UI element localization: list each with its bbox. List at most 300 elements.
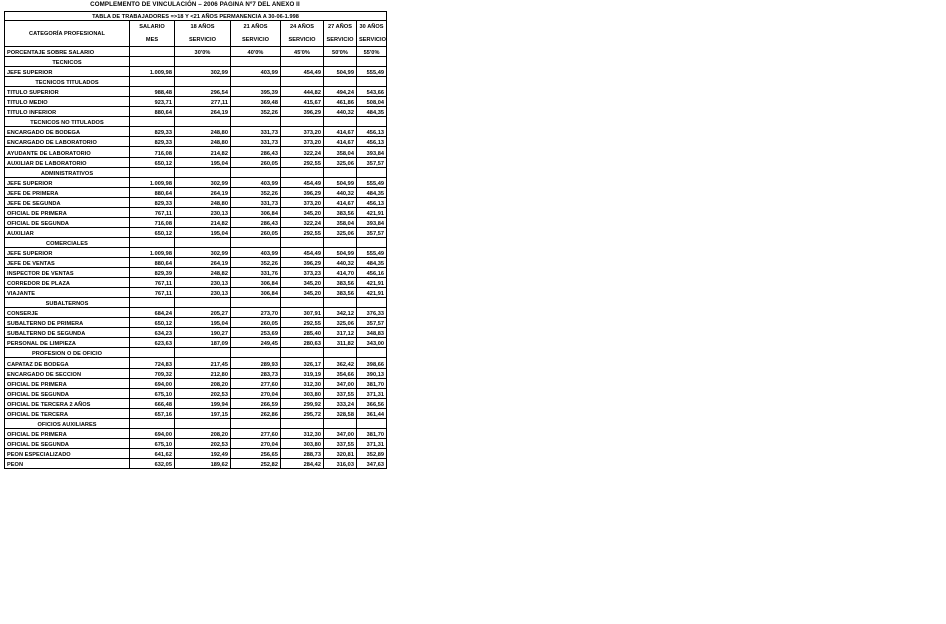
category-cell: SUBALTERNO DE SEGUNDA — [5, 328, 130, 338]
section-blank-cell — [357, 348, 387, 358]
table-row — [5, 378, 387, 388]
section-blank-cell — [281, 298, 324, 308]
section-blank-cell — [231, 167, 281, 177]
salary-cell: 634,23 — [130, 328, 175, 338]
header-col2-bottom: SERVICIO — [231, 34, 281, 47]
category-cell: AUXILIAR DE LABORATORIO — [5, 157, 130, 167]
section-blank-cell — [324, 418, 357, 428]
header-col2-top: 21 AÑOS — [231, 21, 281, 34]
service-value-cell: 230,13 — [175, 207, 231, 217]
service-value-cell: 333,24 — [324, 398, 357, 408]
percent-value: 50'0% — [324, 47, 357, 57]
section-blank-cell — [357, 77, 387, 87]
service-value-cell: 454,49 — [281, 67, 324, 77]
service-value-cell: 253,69 — [231, 328, 281, 338]
service-value-cell: 202,53 — [175, 438, 231, 448]
service-value-cell: 504,99 — [324, 177, 357, 187]
category-cell: AUXILIAR — [5, 227, 130, 237]
table-row — [5, 398, 387, 408]
salary-cell: 684,24 — [130, 308, 175, 318]
category-cell: TITULO SUPERIOR — [5, 87, 130, 97]
table-row — [5, 217, 387, 227]
service-value-cell: 352,26 — [231, 187, 281, 197]
service-value-cell: 354,66 — [324, 368, 357, 378]
service-value-cell: 347,63 — [357, 458, 387, 468]
service-value-cell: 414,70 — [324, 268, 357, 278]
salary-cell: 657,16 — [130, 408, 175, 418]
service-value-cell: 403,99 — [231, 67, 281, 77]
service-value-cell: 248,80 — [175, 197, 231, 207]
section-blank-cell — [130, 237, 175, 247]
service-value-cell: 373,20 — [281, 197, 324, 207]
service-value-cell: 266,59 — [231, 398, 281, 408]
section-blank-cell — [324, 348, 357, 358]
header-col4-top: 27 AÑOS — [324, 21, 357, 34]
service-value-cell: 316,03 — [324, 458, 357, 468]
table-row — [5, 257, 387, 267]
service-value-cell: 357,57 — [357, 227, 387, 237]
section-blank-cell — [281, 167, 324, 177]
service-value-cell: 195,04 — [175, 227, 231, 237]
service-value-cell: 454,49 — [281, 177, 324, 187]
table-row — [5, 67, 387, 77]
table-row — [5, 207, 387, 217]
section-blank-cell — [324, 298, 357, 308]
percent-value: 45'0% — [281, 47, 324, 57]
section-blank-cell — [175, 298, 231, 308]
category-cell: OFICIAL DE SEGUNDA — [5, 388, 130, 398]
service-value-cell: 264,19 — [175, 257, 231, 267]
service-value-cell: 195,04 — [175, 318, 231, 328]
section-heading: TECNICOS — [5, 57, 130, 67]
section-row — [5, 348, 387, 358]
salary-cell: 923,71 — [130, 97, 175, 107]
service-value-cell: 292,55 — [281, 318, 324, 328]
table-row — [5, 278, 387, 288]
service-value-cell: 273,70 — [231, 308, 281, 318]
service-value-cell: 303,80 — [281, 438, 324, 448]
service-value-cell: 189,62 — [175, 458, 231, 468]
service-value-cell: 454,49 — [281, 247, 324, 257]
service-value-cell: 199,94 — [175, 398, 231, 408]
service-value-cell: 383,56 — [324, 288, 357, 298]
service-value-cell: 325,06 — [324, 318, 357, 328]
service-value-cell: 381,70 — [357, 428, 387, 438]
section-row — [5, 298, 387, 308]
service-value-cell: 393,84 — [357, 217, 387, 227]
category-cell: CONSERJE — [5, 308, 130, 318]
table-row — [5, 157, 387, 167]
section-blank-cell — [281, 418, 324, 428]
section-blank-cell — [175, 117, 231, 127]
service-value-cell: 320,81 — [324, 448, 357, 458]
section-blank-cell — [324, 117, 357, 127]
table-row — [5, 338, 387, 348]
service-value-cell: 202,53 — [175, 388, 231, 398]
service-value-cell: 295,72 — [281, 408, 324, 418]
table-row — [5, 328, 387, 338]
service-value-cell: 277,60 — [231, 428, 281, 438]
section-heading: TECNICOS NO TITULADOS — [5, 117, 130, 127]
service-value-cell: 352,26 — [231, 107, 281, 117]
section-blank-cell — [231, 57, 281, 67]
header-col3-bottom: SERVICIO — [281, 34, 324, 47]
service-value-cell: 270,04 — [231, 388, 281, 398]
salary-cell: 829,33 — [130, 137, 175, 147]
table-row — [5, 97, 387, 107]
service-value-cell: 322,24 — [281, 217, 324, 227]
header-col1-top: 18 AÑOS — [175, 21, 231, 34]
service-value-cell: 337,55 — [324, 438, 357, 448]
service-value-cell: 456,13 — [357, 127, 387, 137]
service-value-cell: 249,45 — [231, 338, 281, 348]
header-row-top — [5, 21, 387, 34]
service-value-cell: 508,04 — [357, 97, 387, 107]
table-title: TABLA DE TRABAJADORES =>18 Y <21 AÑOS PERMANENCIA A 30-06-1.998 — [5, 12, 387, 21]
category-cell: JEFE DE PRIMERA — [5, 187, 130, 197]
table-row — [5, 247, 387, 257]
salary-cell: 1.009,98 — [130, 177, 175, 187]
service-value-cell: 192,49 — [175, 448, 231, 458]
service-value-cell: 415,67 — [281, 97, 324, 107]
table-row — [5, 107, 387, 117]
salary-cell: 880,64 — [130, 107, 175, 117]
salary-cell: 650,12 — [130, 157, 175, 167]
service-value-cell: 248,80 — [175, 137, 231, 147]
service-value-cell: 256,65 — [231, 448, 281, 458]
service-value-cell: 214,82 — [175, 147, 231, 157]
section-blank-cell — [231, 418, 281, 428]
service-value-cell: 555,49 — [357, 177, 387, 187]
service-value-cell: 288,73 — [281, 448, 324, 458]
percent-value: 30'0% — [175, 47, 231, 57]
category-cell: OFICIAL DE SEGUNDA — [5, 438, 130, 448]
service-value-cell: 343,00 — [357, 338, 387, 348]
service-value-cell: 414,67 — [324, 137, 357, 147]
service-value-cell: 345,20 — [281, 278, 324, 288]
table-row — [5, 137, 387, 147]
service-value-cell: 302,99 — [175, 67, 231, 77]
section-blank-cell — [231, 237, 281, 247]
service-value-cell: 421,91 — [357, 278, 387, 288]
salary-cell: 709,32 — [130, 368, 175, 378]
service-value-cell: 306,84 — [231, 207, 281, 217]
service-value-cell: 212,80 — [175, 368, 231, 378]
salary-cell: 694,00 — [130, 378, 175, 388]
service-value-cell: 414,67 — [324, 127, 357, 137]
service-value-cell: 456,13 — [357, 197, 387, 207]
service-value-cell: 543,66 — [357, 87, 387, 97]
section-blank-cell — [281, 57, 324, 67]
service-value-cell: 312,30 — [281, 428, 324, 438]
service-value-cell: 357,57 — [357, 157, 387, 167]
service-value-cell: 292,55 — [281, 227, 324, 237]
service-value-cell: 403,99 — [231, 247, 281, 257]
category-cell: OFICIAL DE PRIMERA — [5, 207, 130, 217]
section-heading: OFICIOS AUXILIARES — [5, 418, 130, 428]
salary-table — [4, 11, 387, 469]
table-row — [5, 308, 387, 318]
category-cell: ENCARGADO DE BODEGA — [5, 127, 130, 137]
section-blank-cell — [357, 57, 387, 67]
service-value-cell: 398,66 — [357, 358, 387, 368]
category-cell: PEON ESPECIALIZADO — [5, 448, 130, 458]
service-value-cell: 264,19 — [175, 187, 231, 197]
service-value-cell: 328,58 — [324, 408, 357, 418]
service-value-cell: 440,32 — [324, 257, 357, 267]
service-value-cell: 264,19 — [175, 107, 231, 117]
service-value-cell: 325,06 — [324, 227, 357, 237]
category-cell: CAPATAZ DE BODEGA — [5, 358, 130, 368]
service-value-cell: 366,56 — [357, 398, 387, 408]
service-value-cell: 461,86 — [324, 97, 357, 107]
service-value-cell: 383,56 — [324, 278, 357, 288]
section-heading: PROFESION O DE OFICIO — [5, 348, 130, 358]
service-value-cell: 260,05 — [231, 318, 281, 328]
service-value-cell: 345,20 — [281, 207, 324, 217]
section-heading: SUBALTERNOS — [5, 298, 130, 308]
salary-cell: 767,11 — [130, 278, 175, 288]
service-value-cell: 270,04 — [231, 438, 281, 448]
table-row — [5, 408, 387, 418]
section-row — [5, 418, 387, 428]
section-blank-cell — [324, 237, 357, 247]
service-value-cell: 284,42 — [281, 458, 324, 468]
section-blank-cell — [324, 77, 357, 87]
category-cell: OFICIAL DE TERCERA — [5, 408, 130, 418]
service-value-cell: 456,13 — [357, 137, 387, 147]
service-value-cell: 403,99 — [231, 177, 281, 187]
service-value-cell: 440,32 — [324, 107, 357, 117]
service-value-cell: 306,84 — [231, 278, 281, 288]
category-cell: JEFE SUPERIOR — [5, 67, 130, 77]
section-row — [5, 237, 387, 247]
service-value-cell: 373,20 — [281, 137, 324, 147]
section-blank-cell — [175, 77, 231, 87]
table-row — [5, 458, 387, 468]
service-value-cell: 296,54 — [175, 87, 231, 97]
service-value-cell: 197,15 — [175, 408, 231, 418]
salary-cell: 880,64 — [130, 187, 175, 197]
service-value-cell: 289,93 — [231, 358, 281, 368]
section-row — [5, 117, 387, 127]
table-row — [5, 318, 387, 328]
service-value-cell: 331,76 — [231, 268, 281, 278]
category-cell: OFICIAL DE TERCERA 2 AÑOS — [5, 398, 130, 408]
category-cell: AYUDANTE DE LABORATORIO — [5, 147, 130, 157]
service-value-cell: 484,35 — [357, 257, 387, 267]
service-value-cell: 230,13 — [175, 278, 231, 288]
service-value-cell: 286,43 — [231, 217, 281, 227]
service-value-cell: 331,73 — [231, 127, 281, 137]
table-row — [5, 177, 387, 187]
section-blank-cell — [281, 348, 324, 358]
table-row — [5, 187, 387, 197]
section-blank-cell — [231, 298, 281, 308]
section-blank-cell — [281, 237, 324, 247]
section-heading: TECNICOS TITULADOS — [5, 77, 130, 87]
section-blank-cell — [130, 167, 175, 177]
section-blank-cell — [130, 298, 175, 308]
service-value-cell: 195,04 — [175, 157, 231, 167]
section-blank-cell — [357, 418, 387, 428]
service-value-cell: 555,49 — [357, 247, 387, 257]
section-blank-cell — [130, 117, 175, 127]
service-value-cell: 325,06 — [324, 157, 357, 167]
salary-cell: 650,12 — [130, 318, 175, 328]
service-value-cell: 376,33 — [357, 308, 387, 318]
section-blank-cell — [324, 167, 357, 177]
salary-cell: 1.009,98 — [130, 67, 175, 77]
service-value-cell: 230,13 — [175, 288, 231, 298]
salary-cell: 641,62 — [130, 448, 175, 458]
salary-cell: 716,08 — [130, 217, 175, 227]
category-cell: JEFE DE SEGUNDA — [5, 197, 130, 207]
category-cell: OFICIAL DE PRIMERA — [5, 378, 130, 388]
section-blank-cell — [175, 167, 231, 177]
service-value-cell: 248,82 — [175, 268, 231, 278]
percent-label: PORCENTAJE SOBRE SALARIO — [5, 47, 130, 57]
service-value-cell: 337,55 — [324, 388, 357, 398]
service-value-cell: 421,91 — [357, 207, 387, 217]
service-value-cell: 369,48 — [231, 97, 281, 107]
section-blank-cell — [130, 77, 175, 87]
service-value-cell: 205,27 — [175, 308, 231, 318]
service-value-cell: 361,44 — [357, 408, 387, 418]
service-value-cell: 317,12 — [324, 328, 357, 338]
table-row — [5, 438, 387, 448]
salary-cell: 988,48 — [130, 87, 175, 97]
page-title: COMPLEMENTO DE VINCULACIÓN – 2006 PAGINA Nº7 DEL ANEXO II — [90, 1, 300, 8]
table-row — [5, 227, 387, 237]
table-title-row — [5, 12, 387, 21]
header-category: CATEGORÍA PROFESIONAL — [5, 21, 130, 47]
service-value-cell: 373,23 — [281, 268, 324, 278]
service-value-cell: 357,57 — [357, 318, 387, 328]
salary-cell: 724,83 — [130, 358, 175, 368]
salary-cell: 694,00 — [130, 428, 175, 438]
service-value-cell: 283,73 — [231, 368, 281, 378]
section-row — [5, 77, 387, 87]
service-value-cell: 347,00 — [324, 428, 357, 438]
header-col4-bottom: SERVICIO — [324, 34, 357, 47]
category-cell: SUBALTERNO DE PRIMERA — [5, 318, 130, 328]
section-row — [5, 167, 387, 177]
section-blank-cell — [357, 298, 387, 308]
service-value-cell: 484,35 — [357, 187, 387, 197]
category-cell: CORREDOR DE PLAZA — [5, 278, 130, 288]
service-value-cell: 262,86 — [231, 408, 281, 418]
table-row — [5, 358, 387, 368]
section-blank-cell — [175, 237, 231, 247]
salary-cell: 880,64 — [130, 257, 175, 267]
table-row — [5, 87, 387, 97]
service-value-cell: 303,80 — [281, 388, 324, 398]
service-value-cell: 306,84 — [231, 288, 281, 298]
table-row — [5, 127, 387, 137]
service-value-cell: 484,35 — [357, 107, 387, 117]
percent-value: 40'0% — [231, 47, 281, 57]
header-col5-bottom: SERVICIO — [357, 34, 387, 47]
category-cell: PERSONAL DE LIMPIEZA — [5, 338, 130, 348]
section-blank-cell — [281, 77, 324, 87]
service-value-cell: 421,91 — [357, 288, 387, 298]
service-value-cell: 319,19 — [281, 368, 324, 378]
service-value-cell: 504,99 — [324, 247, 357, 257]
category-cell: JEFE DE VENTAS — [5, 257, 130, 267]
service-value-cell: 285,40 — [281, 328, 324, 338]
category-cell: JEFE SUPERIOR — [5, 247, 130, 257]
service-value-cell: 302,99 — [175, 177, 231, 187]
salary-cell: 1.009,98 — [130, 247, 175, 257]
service-value-cell: 345,20 — [281, 288, 324, 298]
section-blank-cell — [130, 418, 175, 428]
service-value-cell: 331,73 — [231, 197, 281, 207]
service-value-cell: 299,92 — [281, 398, 324, 408]
service-value-cell: 280,63 — [281, 338, 324, 348]
category-cell: PEON — [5, 458, 130, 468]
service-value-cell: 292,55 — [281, 157, 324, 167]
service-value-cell: 504,99 — [324, 67, 357, 77]
section-blank-cell — [130, 348, 175, 358]
service-value-cell: 326,17 — [281, 358, 324, 368]
service-value-cell: 371,31 — [357, 388, 387, 398]
header-salary-top: SALARIO — [130, 21, 175, 34]
section-blank-cell — [130, 57, 175, 67]
service-value-cell: 214,82 — [175, 217, 231, 227]
percent-row — [5, 47, 387, 57]
service-value-cell: 444,82 — [281, 87, 324, 97]
service-value-cell: 322,24 — [281, 147, 324, 157]
service-value-cell: 358,04 — [324, 147, 357, 157]
service-value-cell: 208,20 — [175, 378, 231, 388]
header-col1-bottom: SERVICIO — [175, 34, 231, 47]
service-value-cell: 348,83 — [357, 328, 387, 338]
service-value-cell: 373,20 — [281, 127, 324, 137]
header-col5-top: 30 AÑOS — [357, 21, 387, 34]
section-blank-cell — [231, 348, 281, 358]
service-value-cell: 383,56 — [324, 207, 357, 217]
section-blank-cell — [231, 117, 281, 127]
service-value-cell: 277,11 — [175, 97, 231, 107]
section-blank-cell — [175, 348, 231, 358]
table-row — [5, 448, 387, 458]
service-value-cell: 302,99 — [175, 247, 231, 257]
service-value-cell: 277,60 — [231, 378, 281, 388]
service-value-cell: 252,82 — [231, 458, 281, 468]
service-value-cell: 396,29 — [281, 257, 324, 267]
service-value-cell: 187,09 — [175, 338, 231, 348]
section-heading: ADMINISTRATIVOS — [5, 167, 130, 177]
service-value-cell: 248,80 — [175, 127, 231, 137]
section-blank-cell — [175, 418, 231, 428]
service-value-cell: 362,42 — [324, 358, 357, 368]
table-body — [5, 12, 387, 469]
percent-salary-blank — [130, 47, 175, 57]
category-cell: TITULO INFERIOR — [5, 107, 130, 117]
table-row — [5, 368, 387, 378]
service-value-cell: 260,05 — [231, 157, 281, 167]
table-row — [5, 197, 387, 207]
service-value-cell: 307,91 — [281, 308, 324, 318]
service-value-cell: 358,04 — [324, 217, 357, 227]
category-cell: ENCARGADO DE SECCION — [5, 368, 130, 378]
header-salary-bottom: MES — [130, 34, 175, 47]
category-cell: JEFE SUPERIOR — [5, 177, 130, 187]
service-value-cell: 286,43 — [231, 147, 281, 157]
service-value-cell: 352,26 — [231, 257, 281, 267]
section-blank-cell — [357, 167, 387, 177]
